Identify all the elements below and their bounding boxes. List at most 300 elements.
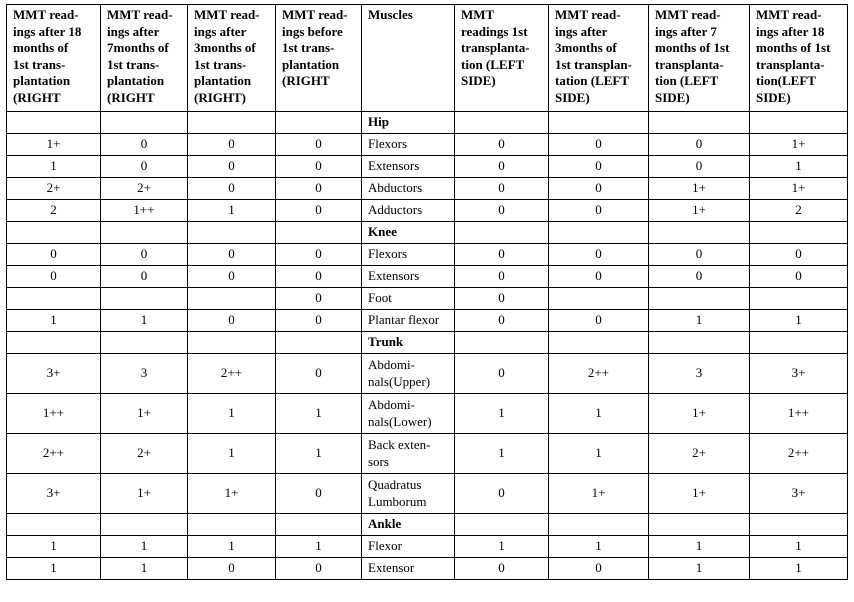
muscle-cell <box>362 354 455 394</box>
cell-text: 3 <box>695 365 703 381</box>
cell-text: 1 <box>695 312 703 328</box>
reading-cell <box>750 156 848 178</box>
reading-cell <box>549 288 649 310</box>
reading-cell <box>649 434 750 474</box>
reading-cell <box>7 332 101 354</box>
cell-text: 1 <box>695 538 703 554</box>
reading-cell <box>101 354 188 394</box>
cell-text: 1 <box>595 405 602 421</box>
cell-text: 3+ <box>791 365 806 381</box>
reading-cell <box>549 474 649 514</box>
table-row <box>7 310 848 332</box>
reading-cell <box>101 394 188 434</box>
cell-text: 0 <box>595 560 602 576</box>
cell-text: Extensors <box>368 158 420 174</box>
reading-cell <box>549 332 649 354</box>
reading-cell <box>188 156 276 178</box>
reading-cell <box>455 178 549 200</box>
column-header <box>7 5 101 112</box>
cell-text: 1+ <box>791 180 806 196</box>
muscle-cell <box>362 244 455 266</box>
reading-cell <box>549 222 649 244</box>
cell-text: 1 <box>140 538 148 554</box>
cell-text: 0 <box>498 246 505 262</box>
cell-text: 0 <box>695 136 703 152</box>
cell-text: Quadratus Lumborum <box>368 477 427 509</box>
muscle-cell <box>362 200 455 222</box>
table-row <box>7 156 848 178</box>
reading-cell <box>750 514 848 536</box>
cell-text: 0 <box>595 136 602 152</box>
reading-cell <box>549 112 649 134</box>
cell-text: 2++ <box>42 445 65 461</box>
reading-cell <box>7 288 101 310</box>
table-row <box>7 434 848 474</box>
cell-text: 0 <box>228 180 235 196</box>
reading-cell <box>455 514 549 536</box>
muscle-cell <box>362 394 455 434</box>
reading-cell <box>276 266 362 288</box>
muscle-cell <box>362 178 455 200</box>
column-header-label: MMT read- ings after 18 months of 1st transplanta- tion(LEFT SIDE) <box>756 7 831 105</box>
reading-cell <box>549 354 649 394</box>
reading-cell <box>188 332 276 354</box>
muscle-cell <box>362 558 455 580</box>
cell-text: Abdomi- nals(Lower) <box>368 397 432 429</box>
cell-text: Back exten- sors <box>368 437 431 469</box>
group-row <box>7 112 848 134</box>
reading-cell <box>101 200 188 222</box>
reading-cell <box>188 354 276 394</box>
cell-text: Adductors <box>368 202 423 218</box>
cell-text: 1 <box>140 560 148 576</box>
reading-cell <box>188 536 276 558</box>
group-row <box>7 514 848 536</box>
cell-text: 1 <box>315 405 322 421</box>
muscle-cell <box>362 266 455 288</box>
cell-text: 0 <box>595 246 602 262</box>
reading-cell <box>549 266 649 288</box>
reading-cell <box>455 112 549 134</box>
reading-cell <box>649 332 750 354</box>
cell-text: 2+ <box>137 180 151 196</box>
reading-cell <box>455 310 549 332</box>
reading-cell <box>276 222 362 244</box>
reading-cell <box>549 558 649 580</box>
reading-cell <box>101 178 188 200</box>
cell-text: 2+ <box>46 180 61 196</box>
reading-cell <box>649 200 750 222</box>
muscle-cell <box>362 310 455 332</box>
muscle-cell <box>362 514 455 536</box>
reading-cell <box>649 394 750 434</box>
reading-cell <box>549 200 649 222</box>
column-header <box>362 5 455 112</box>
column-header <box>750 5 848 112</box>
cell-text: Extensor <box>368 560 415 576</box>
reading-cell <box>276 156 362 178</box>
reading-cell <box>750 178 848 200</box>
cell-text: 1+ <box>137 485 151 501</box>
reading-cell <box>750 536 848 558</box>
reading-cell <box>276 178 362 200</box>
reading-cell <box>188 112 276 134</box>
cell-text: 1 <box>228 445 235 461</box>
reading-cell <box>455 354 549 394</box>
column-header <box>188 5 276 112</box>
cell-text: Flexors <box>368 246 407 262</box>
reading-cell <box>455 200 549 222</box>
table-row <box>7 474 848 514</box>
reading-cell <box>188 434 276 474</box>
cell-text: 1 <box>498 538 505 554</box>
reading-cell <box>649 178 750 200</box>
reading-cell <box>455 134 549 156</box>
reading-cell <box>7 310 101 332</box>
cell-text: 1+ <box>692 485 706 501</box>
muscle-cell <box>362 222 455 244</box>
muscle-cell <box>362 474 455 514</box>
reading-cell <box>7 156 101 178</box>
cell-text: 1+ <box>137 405 151 421</box>
cell-text: 1 <box>595 445 602 461</box>
cell-text: 1+ <box>692 405 706 421</box>
cell-text: 0 <box>228 158 235 174</box>
cell-text: 0 <box>315 365 322 381</box>
cell-text: 0 <box>498 202 505 218</box>
column-header-label: MMT read- ings after 18 months of 1st trans- plantation (RIGHT <box>13 7 82 105</box>
cell-text: 0 <box>228 136 235 152</box>
cell-text: 1+ <box>591 485 606 501</box>
cell-text: 1+ <box>791 136 806 152</box>
reading-cell <box>7 394 101 434</box>
column-header <box>455 5 549 112</box>
reading-cell <box>7 244 101 266</box>
muscle-cell <box>362 156 455 178</box>
reading-cell <box>276 558 362 580</box>
reading-cell <box>276 434 362 474</box>
cell-text: 1 <box>498 405 505 421</box>
reading-cell <box>276 200 362 222</box>
cell-text: 0 <box>498 268 505 284</box>
reading-cell <box>7 112 101 134</box>
reading-cell <box>649 354 750 394</box>
reading-cell <box>101 134 188 156</box>
cell-text: 1++ <box>133 202 155 218</box>
reading-cell <box>276 134 362 156</box>
reading-cell <box>276 288 362 310</box>
reading-cell <box>276 244 362 266</box>
reading-cell <box>101 156 188 178</box>
cell-text: 0 <box>498 180 505 196</box>
reading-cell <box>7 474 101 514</box>
cell-text: 0 <box>498 136 505 152</box>
reading-cell <box>188 200 276 222</box>
cell-text: 0 <box>140 136 148 152</box>
reading-cell <box>188 134 276 156</box>
cell-text: 0 <box>498 290 505 306</box>
reading-cell <box>750 434 848 474</box>
reading-cell <box>549 178 649 200</box>
cell-text: 1 <box>50 538 57 554</box>
reading-cell <box>549 310 649 332</box>
column-header <box>649 5 750 112</box>
reading-cell <box>188 266 276 288</box>
reading-cell <box>455 244 549 266</box>
cell-text: 0 <box>315 158 322 174</box>
reading-cell <box>101 288 188 310</box>
cell-text: 0 <box>498 312 505 328</box>
reading-cell <box>7 434 101 474</box>
column-header-label: MMT read- ings before 1st trans- plantation (RIGHT <box>282 7 348 88</box>
cell-text: 3+ <box>46 485 61 501</box>
cell-text: 0 <box>595 202 602 218</box>
cell-text: Foot <box>368 290 392 306</box>
reading-cell <box>750 332 848 354</box>
header-row <box>7 5 848 112</box>
muscle-cell <box>362 536 455 558</box>
cell-text: 1 <box>228 202 235 218</box>
cell-text: 1 <box>795 538 802 554</box>
cell-text: 1 <box>315 538 322 554</box>
column-header-label: MMT read- ings after 7 months of 1st transplanta- tion (LEFT SIDE) <box>655 7 730 105</box>
table-row <box>7 244 848 266</box>
column-header-label: MMT read- ings after 3months of 1st trans- plantation (RIGHT) <box>194 7 260 105</box>
cell-text: 0 <box>795 246 802 262</box>
cell-text: 2 <box>795 202 802 218</box>
cell-text: Plantar flexor <box>368 312 440 328</box>
cell-text: 0 <box>498 485 505 501</box>
cell-text: 1 <box>50 312 57 328</box>
reading-cell <box>750 222 848 244</box>
cell-text: 0 <box>315 136 322 152</box>
cell-text: 0 <box>498 560 505 576</box>
reading-cell <box>549 394 649 434</box>
reading-cell <box>549 134 649 156</box>
muscle-cell <box>362 112 455 134</box>
cell-text: 0 <box>695 158 703 174</box>
reading-cell <box>649 310 750 332</box>
reading-cell <box>7 200 101 222</box>
cell-text: 1 <box>695 560 703 576</box>
cell-text: Hip <box>368 114 389 130</box>
cell-text: 2+ <box>692 445 706 461</box>
cell-text: 1 <box>795 158 802 174</box>
reading-cell <box>750 200 848 222</box>
cell-text: 0 <box>315 246 322 262</box>
cell-text: 0 <box>595 158 602 174</box>
reading-cell <box>549 536 649 558</box>
group-row <box>7 332 848 354</box>
cell-text: 1+ <box>692 202 706 218</box>
cell-text: 0 <box>695 268 703 284</box>
reading-cell <box>101 514 188 536</box>
cell-text: 0 <box>795 268 802 284</box>
cell-text: 3 <box>140 365 148 381</box>
reading-cell <box>188 310 276 332</box>
reading-cell <box>750 244 848 266</box>
reading-cell <box>101 310 188 332</box>
column-header <box>549 5 649 112</box>
reading-cell <box>455 156 549 178</box>
reading-cell <box>455 536 549 558</box>
reading-cell <box>188 474 276 514</box>
reading-cell <box>549 434 649 474</box>
reading-cell <box>750 288 848 310</box>
cell-text: 0 <box>315 290 322 306</box>
cell-text: 2++ <box>787 445 810 461</box>
reading-cell <box>649 222 750 244</box>
reading-cell <box>7 134 101 156</box>
cell-text: 1+ <box>224 485 239 501</box>
cell-text: 2++ <box>587 365 610 381</box>
cell-text: 0 <box>50 246 57 262</box>
reading-cell <box>188 394 276 434</box>
table-row <box>7 200 848 222</box>
cell-text: 0 <box>228 312 235 328</box>
column-header <box>101 5 188 112</box>
reading-cell <box>750 310 848 332</box>
reading-cell <box>101 266 188 288</box>
reading-cell <box>455 288 549 310</box>
cell-text: 1++ <box>42 405 65 421</box>
cell-text: 0 <box>315 268 322 284</box>
reading-cell <box>7 178 101 200</box>
reading-cell <box>750 134 848 156</box>
cell-text: 0 <box>228 560 235 576</box>
reading-cell <box>649 514 750 536</box>
reading-cell <box>649 536 750 558</box>
reading-cell <box>276 394 362 434</box>
cell-text: 0 <box>498 365 505 381</box>
reading-cell <box>101 434 188 474</box>
cell-text: 1 <box>50 158 57 174</box>
reading-cell <box>101 244 188 266</box>
mmt-readings-table <box>6 4 848 580</box>
cell-text: Abductors <box>368 180 423 196</box>
reading-cell <box>101 474 188 514</box>
group-row <box>7 222 848 244</box>
cell-text: 0 <box>595 268 602 284</box>
cell-text: 1 <box>595 538 602 554</box>
cell-text: 2 <box>50 202 57 218</box>
reading-cell <box>455 222 549 244</box>
reading-cell <box>276 354 362 394</box>
muscle-cell <box>362 332 455 354</box>
reading-cell <box>455 558 549 580</box>
cell-text: Extensors <box>368 268 420 284</box>
cell-text: 0 <box>315 312 322 328</box>
reading-cell <box>649 266 750 288</box>
reading-cell <box>276 332 362 354</box>
cell-text: 0 <box>228 246 235 262</box>
reading-cell <box>101 332 188 354</box>
cell-text: 1 <box>228 405 235 421</box>
muscle-cell <box>362 288 455 310</box>
reading-cell <box>549 156 649 178</box>
table-row <box>7 266 848 288</box>
table-row <box>7 354 848 394</box>
cell-text: Ankle <box>368 516 402 532</box>
reading-cell <box>750 354 848 394</box>
reading-cell <box>455 474 549 514</box>
cell-text: 0 <box>315 180 322 196</box>
column-header-label: MMT read- ings after 3months of 1st transplan- tation (LEFT SIDE) <box>555 7 632 105</box>
cell-text: 2++ <box>220 365 243 381</box>
column-header-label: MMT readings 1st transplanta- tion (LEFT SIDE) <box>461 7 530 88</box>
reading-cell <box>455 266 549 288</box>
reading-cell <box>101 112 188 134</box>
reading-cell <box>455 394 549 434</box>
cell-text: 1+ <box>46 136 61 152</box>
cell-text: 1 <box>140 312 148 328</box>
reading-cell <box>750 266 848 288</box>
cell-text: 0 <box>228 268 235 284</box>
muscle-cell <box>362 134 455 156</box>
cell-text: Trunk <box>368 334 404 350</box>
cell-text: 2+ <box>137 445 151 461</box>
reading-cell <box>649 134 750 156</box>
reading-cell <box>276 310 362 332</box>
column-header-label: Muscles <box>368 7 413 22</box>
cell-text: 1 <box>795 560 802 576</box>
reading-cell <box>188 288 276 310</box>
cell-text: 0 <box>140 158 148 174</box>
reading-cell <box>7 558 101 580</box>
reading-cell <box>276 474 362 514</box>
table-row <box>7 558 848 580</box>
reading-cell <box>7 514 101 536</box>
cell-text: 0 <box>595 312 602 328</box>
reading-cell <box>276 112 362 134</box>
cell-text: 3+ <box>46 365 61 381</box>
cell-text: Flexors <box>368 136 407 152</box>
table-body <box>7 112 848 580</box>
cell-text: 1 <box>50 560 57 576</box>
cell-text: 0 <box>695 246 703 262</box>
reading-cell <box>7 222 101 244</box>
cell-text: 0 <box>315 202 322 218</box>
reading-cell <box>649 244 750 266</box>
reading-cell <box>101 222 188 244</box>
cell-text: 0 <box>315 485 322 501</box>
cell-text: 3+ <box>791 485 806 501</box>
reading-cell <box>7 536 101 558</box>
reading-cell <box>649 288 750 310</box>
reading-cell <box>101 536 188 558</box>
reading-cell <box>649 558 750 580</box>
reading-cell <box>188 558 276 580</box>
reading-cell <box>455 332 549 354</box>
cell-text: 1 <box>228 538 235 554</box>
table-row <box>7 134 848 156</box>
reading-cell <box>276 536 362 558</box>
reading-cell <box>649 156 750 178</box>
reading-cell <box>7 266 101 288</box>
reading-cell <box>188 222 276 244</box>
table-row <box>7 178 848 200</box>
cell-text: Knee <box>368 224 397 240</box>
reading-cell <box>188 178 276 200</box>
reading-cell <box>549 244 649 266</box>
cell-text: 1+ <box>692 180 706 196</box>
reading-cell <box>750 394 848 434</box>
cell-text: 1++ <box>787 405 810 421</box>
cell-text: 0 <box>140 246 148 262</box>
table-row <box>7 288 848 310</box>
reading-cell <box>101 558 188 580</box>
reading-cell <box>549 514 649 536</box>
